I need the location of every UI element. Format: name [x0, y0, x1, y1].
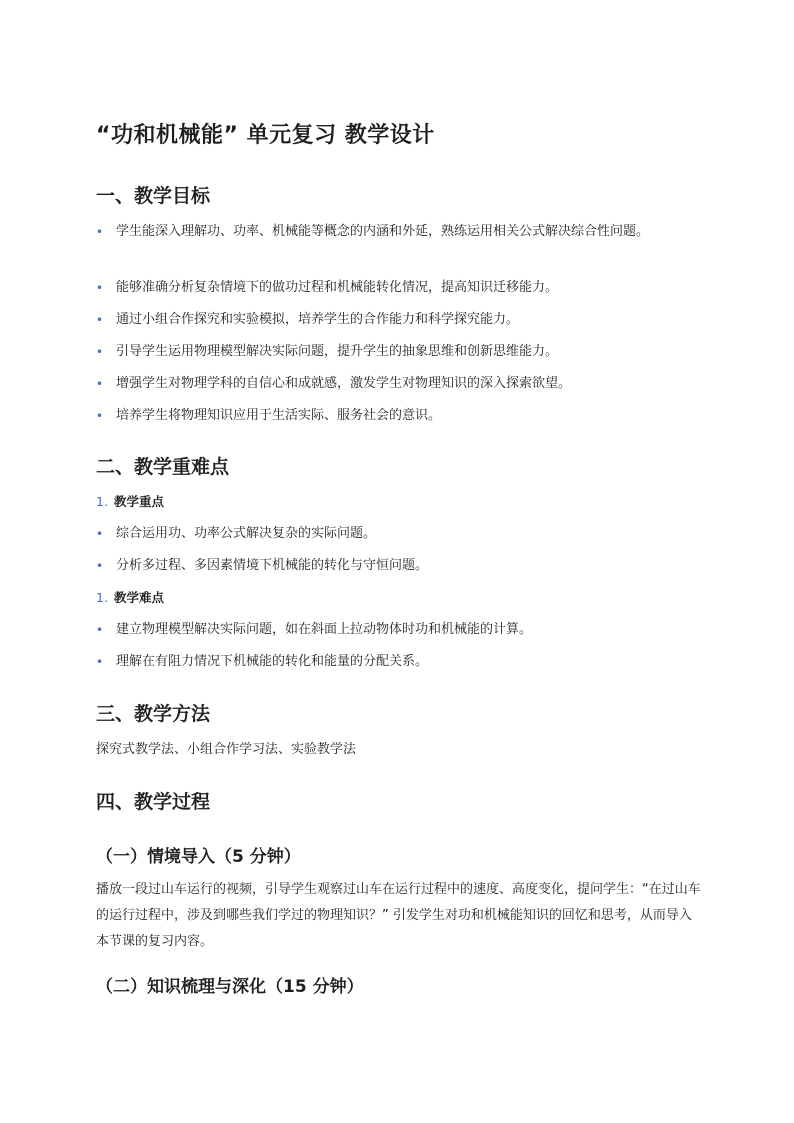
bullet-icon: • [96, 313, 104, 327]
section-heading-key-points: 二、教学重难点 [96, 456, 230, 478]
bullet-icon: • [96, 377, 104, 391]
focus-subheading: 1. 教学重点 [96, 494, 165, 509]
section-heading-goals: 一、教学目标 [96, 185, 211, 207]
goal-item: • 学生能深入理解功、功率、机械能等概念的内涵和外延，熟练运用相关公式解决综合性问题。 [96, 220, 702, 244]
section-heading-process: 四、教学过程 [96, 791, 211, 813]
goal-item: • 培养学生将物理知识应用于生活实际、服务社会的意识。 [96, 404, 702, 428]
goal-item: • 引导学生运用物理模型解决实际问题，提升学生的抽象思维和创新思维能力。 [96, 340, 702, 364]
focus-item: • 综合运用功、功率公式解决复杂的实际问题。 [96, 522, 702, 546]
goal-item: • 通过小组合作探究和实验模拟，培养学生的合作能力和科学探究能力。 [96, 308, 702, 332]
document-title: “功和机械能” 单元复习 教学设计 [96, 123, 435, 148]
bullet-icon: • [96, 527, 104, 541]
difficulty-subheading: 1. 教学难点 [96, 590, 165, 605]
goal-item: • 增强学生对物理学科的自信心和成就感，激发学生对物理知识的深入探索欲望。 [96, 372, 702, 396]
difficulty-item: • 建立物理模型解决实际问题，如在斜面上拉动物体时功和机械能的计算。 [96, 618, 702, 642]
goal-item: • 能够准确分析复杂情境下的做功过程和机械能转化情况，提高知识迁移能力。 [96, 276, 702, 300]
bullet-icon: • [96, 345, 104, 359]
focus-item: • 分析多过程、多因素情境下机械能的转化与守恒问题。 [96, 554, 702, 578]
bullet-icon: • [96, 225, 104, 239]
section-heading-methods: 三、教学方法 [96, 703, 211, 725]
methods-text: 探究式教学法、小组合作学习法、实验教学法 [96, 742, 357, 757]
bullet-icon: • [96, 409, 104, 423]
bullet-icon: • [96, 623, 104, 637]
subsection-heading-review: （二）知识梳理与深化（15 分钟） [96, 977, 364, 997]
difficulty-item: • 理解在有阻力情况下机械能的转化和能量的分配关系。 [96, 650, 702, 674]
intro-paragraph: 播放一段过山车运行的视频，引导学生观察过山车在运行过程中的速度、高度变化，提问学生：“在过山车的运行过程中，涉及到哪些我们学过的物理知识？” 引发学生对功和机械能知识的回忆和思考，从而导入本节课的复习内容。 [96, 882, 701, 949]
bullet-icon: • [96, 559, 104, 573]
bullet-icon: • [96, 281, 104, 295]
bullet-icon: • [96, 655, 104, 669]
subsection-heading-intro: （一）情境导入（5 分钟） [96, 847, 301, 867]
